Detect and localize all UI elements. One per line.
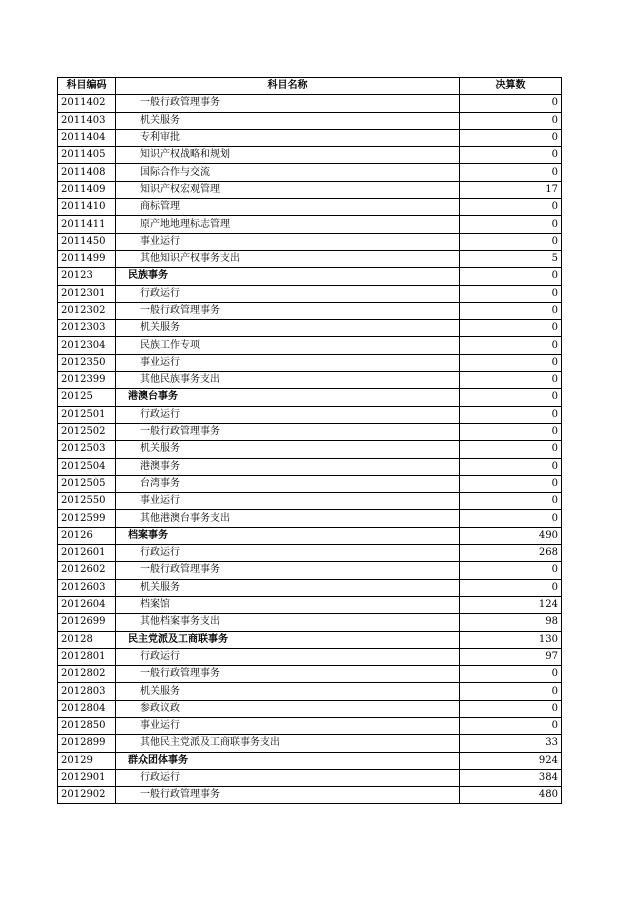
row-amount: 124 [460, 596, 562, 613]
row-name: 原产地地理标志管理 [116, 216, 460, 233]
table-row [58, 112, 562, 129]
row-amount: 0 [460, 666, 562, 683]
row-amount: 480 [460, 787, 562, 804]
table-row [58, 527, 562, 544]
table-row [58, 181, 562, 198]
row-amount: 5 [460, 250, 562, 267]
row-name: 一般行政管理事务 [116, 666, 460, 683]
row-amount: 0 [460, 95, 562, 112]
row-code: 2011408 [58, 164, 116, 181]
row-code: 2012302 [58, 302, 116, 319]
row-code: 2012603 [58, 579, 116, 596]
row-name: 事业运行 [116, 717, 460, 734]
row-amount: 268 [460, 545, 562, 562]
row-code: 20128 [58, 631, 116, 648]
row-code: 2012301 [58, 285, 116, 302]
table-row [58, 752, 562, 769]
row-code: 2012303 [58, 320, 116, 337]
header-code: 科目编码 [58, 78, 116, 95]
row-amount: 490 [460, 527, 562, 544]
row-name: 其他民族事务支出 [116, 372, 460, 389]
row-amount: 0 [460, 372, 562, 389]
row-code: 2012304 [58, 337, 116, 354]
row-code: 2012350 [58, 354, 116, 371]
row-name: 台湾事务 [116, 475, 460, 492]
table-row [58, 423, 562, 440]
row-amount: 0 [460, 475, 562, 492]
row-name: 国际合作与交流 [116, 164, 460, 181]
row-amount: 0 [460, 233, 562, 250]
row-code: 2012601 [58, 545, 116, 562]
row-name: 一般行政管理事务 [116, 562, 460, 579]
table-row [58, 631, 562, 648]
row-amount: 0 [460, 354, 562, 371]
row-name: 机关服务 [116, 112, 460, 129]
row-name: 知识产权战略和规划 [116, 147, 460, 164]
table-row [58, 769, 562, 786]
row-name: 行政运行 [116, 648, 460, 665]
row-code: 2011404 [58, 129, 116, 146]
row-code: 2012504 [58, 458, 116, 475]
row-code: 2011411 [58, 216, 116, 233]
row-name: 一般行政管理事务 [116, 423, 460, 440]
row-code: 2011402 [58, 95, 116, 112]
row-name: 档案馆 [116, 596, 460, 613]
table-row [58, 666, 562, 683]
row-code: 20125 [58, 389, 116, 406]
table-row [58, 372, 562, 389]
row-code: 20129 [58, 752, 116, 769]
row-name: 商标管理 [116, 199, 460, 216]
row-name: 一般行政管理事务 [116, 787, 460, 804]
row-name: 港澳事务 [116, 458, 460, 475]
table-row [58, 493, 562, 510]
row-name: 民族事务 [116, 268, 460, 285]
row-name: 行政运行 [116, 769, 460, 786]
row-amount: 0 [460, 579, 562, 596]
row-name: 机关服务 [116, 683, 460, 700]
row-name: 行政运行 [116, 545, 460, 562]
row-code: 2012699 [58, 614, 116, 631]
row-name: 一般行政管理事务 [116, 95, 460, 112]
row-amount: 98 [460, 614, 562, 631]
row-name: 事业运行 [116, 354, 460, 371]
table-row [58, 562, 562, 579]
row-code: 2012602 [58, 562, 116, 579]
table-row [58, 735, 562, 752]
row-name: 事业运行 [116, 493, 460, 510]
row-name: 群众团体事务 [116, 752, 460, 769]
row-code: 2012599 [58, 510, 116, 527]
budget-table [57, 77, 562, 804]
table-row [58, 199, 562, 216]
row-code: 2012803 [58, 683, 116, 700]
row-name: 专利审批 [116, 129, 460, 146]
row-code: 2012501 [58, 406, 116, 423]
row-code: 2012604 [58, 596, 116, 613]
row-amount: 33 [460, 735, 562, 752]
row-amount: 0 [460, 216, 562, 233]
row-code: 2012550 [58, 493, 116, 510]
row-code: 2011409 [58, 181, 116, 198]
row-code: 2012804 [58, 700, 116, 717]
header-amount: 决算数 [460, 78, 562, 95]
row-code: 2012850 [58, 717, 116, 734]
row-amount: 0 [460, 562, 562, 579]
header-name: 科目名称 [116, 78, 460, 95]
row-amount: 0 [460, 302, 562, 319]
table-row [58, 129, 562, 146]
row-code: 20126 [58, 527, 116, 544]
table-row [58, 406, 562, 423]
table-row [58, 164, 562, 181]
row-name: 其他知识产权事务支出 [116, 250, 460, 267]
row-amount: 924 [460, 752, 562, 769]
row-code: 2012801 [58, 648, 116, 665]
row-amount: 0 [460, 406, 562, 423]
row-amount: 0 [460, 441, 562, 458]
table-row [58, 320, 562, 337]
table-row [58, 475, 562, 492]
row-amount: 0 [460, 683, 562, 700]
row-name: 机关服务 [116, 441, 460, 458]
row-amount: 0 [460, 493, 562, 510]
table-row [58, 389, 562, 406]
table-row [58, 510, 562, 527]
row-amount: 0 [460, 510, 562, 527]
table-row [58, 354, 562, 371]
row-amount: 0 [460, 147, 562, 164]
table-row [58, 683, 562, 700]
row-name: 港澳台事务 [116, 389, 460, 406]
row-code: 2011410 [58, 199, 116, 216]
row-code: 2012502 [58, 423, 116, 440]
row-code: 2011450 [58, 233, 116, 250]
row-name: 行政运行 [116, 285, 460, 302]
table-row [58, 787, 562, 804]
row-amount: 0 [460, 389, 562, 406]
row-amount: 0 [460, 164, 562, 181]
row-amount: 0 [460, 112, 562, 129]
row-name: 一般行政管理事务 [116, 302, 460, 319]
row-name: 档案事务 [116, 527, 460, 544]
table-row [58, 441, 562, 458]
row-code: 2012399 [58, 372, 116, 389]
row-code: 2011499 [58, 250, 116, 267]
row-name: 知识产权宏观管理 [116, 181, 460, 198]
row-name: 民族工作专项 [116, 337, 460, 354]
row-name: 其他港澳台事务支出 [116, 510, 460, 527]
table-row [58, 285, 562, 302]
table-row [58, 545, 562, 562]
row-amount: 0 [460, 423, 562, 440]
row-code: 20123 [58, 268, 116, 285]
row-amount: 0 [460, 129, 562, 146]
row-amount: 0 [460, 700, 562, 717]
row-amount: 0 [460, 337, 562, 354]
table-row [58, 579, 562, 596]
row-amount: 384 [460, 769, 562, 786]
row-name: 行政运行 [116, 406, 460, 423]
table-row [58, 95, 562, 112]
table-row [58, 147, 562, 164]
table-row [58, 614, 562, 631]
table-row [58, 302, 562, 319]
row-amount: 97 [460, 648, 562, 665]
row-name: 参政议政 [116, 700, 460, 717]
row-code: 2012902 [58, 787, 116, 804]
row-code: 2011405 [58, 147, 116, 164]
row-amount: 0 [460, 268, 562, 285]
row-name: 事业运行 [116, 233, 460, 250]
row-amount: 17 [460, 181, 562, 198]
row-amount: 0 [460, 199, 562, 216]
row-name: 机关服务 [116, 579, 460, 596]
row-code: 2011403 [58, 112, 116, 129]
table-row [58, 337, 562, 354]
row-code: 2012505 [58, 475, 116, 492]
table-row [58, 596, 562, 613]
table-row [58, 268, 562, 285]
table-row [58, 717, 562, 734]
row-name: 民主党派及工商联事务 [116, 631, 460, 648]
row-code: 2012503 [58, 441, 116, 458]
table-body [58, 95, 562, 804]
row-name: 其他民主党派及工商联事务支出 [116, 735, 460, 752]
row-amount: 0 [460, 717, 562, 734]
table-row [58, 700, 562, 717]
table-row [58, 216, 562, 233]
row-amount: 0 [460, 458, 562, 475]
row-code: 2012802 [58, 666, 116, 683]
table-row [58, 458, 562, 475]
row-amount: 0 [460, 320, 562, 337]
table-row [58, 250, 562, 267]
table-row [58, 648, 562, 665]
row-name: 机关服务 [116, 320, 460, 337]
table-header-row [58, 78, 562, 95]
row-code: 2012899 [58, 735, 116, 752]
row-name: 其他档案事务支出 [116, 614, 460, 631]
row-code: 2012901 [58, 769, 116, 786]
row-amount: 0 [460, 285, 562, 302]
table-row [58, 233, 562, 250]
row-amount: 130 [460, 631, 562, 648]
